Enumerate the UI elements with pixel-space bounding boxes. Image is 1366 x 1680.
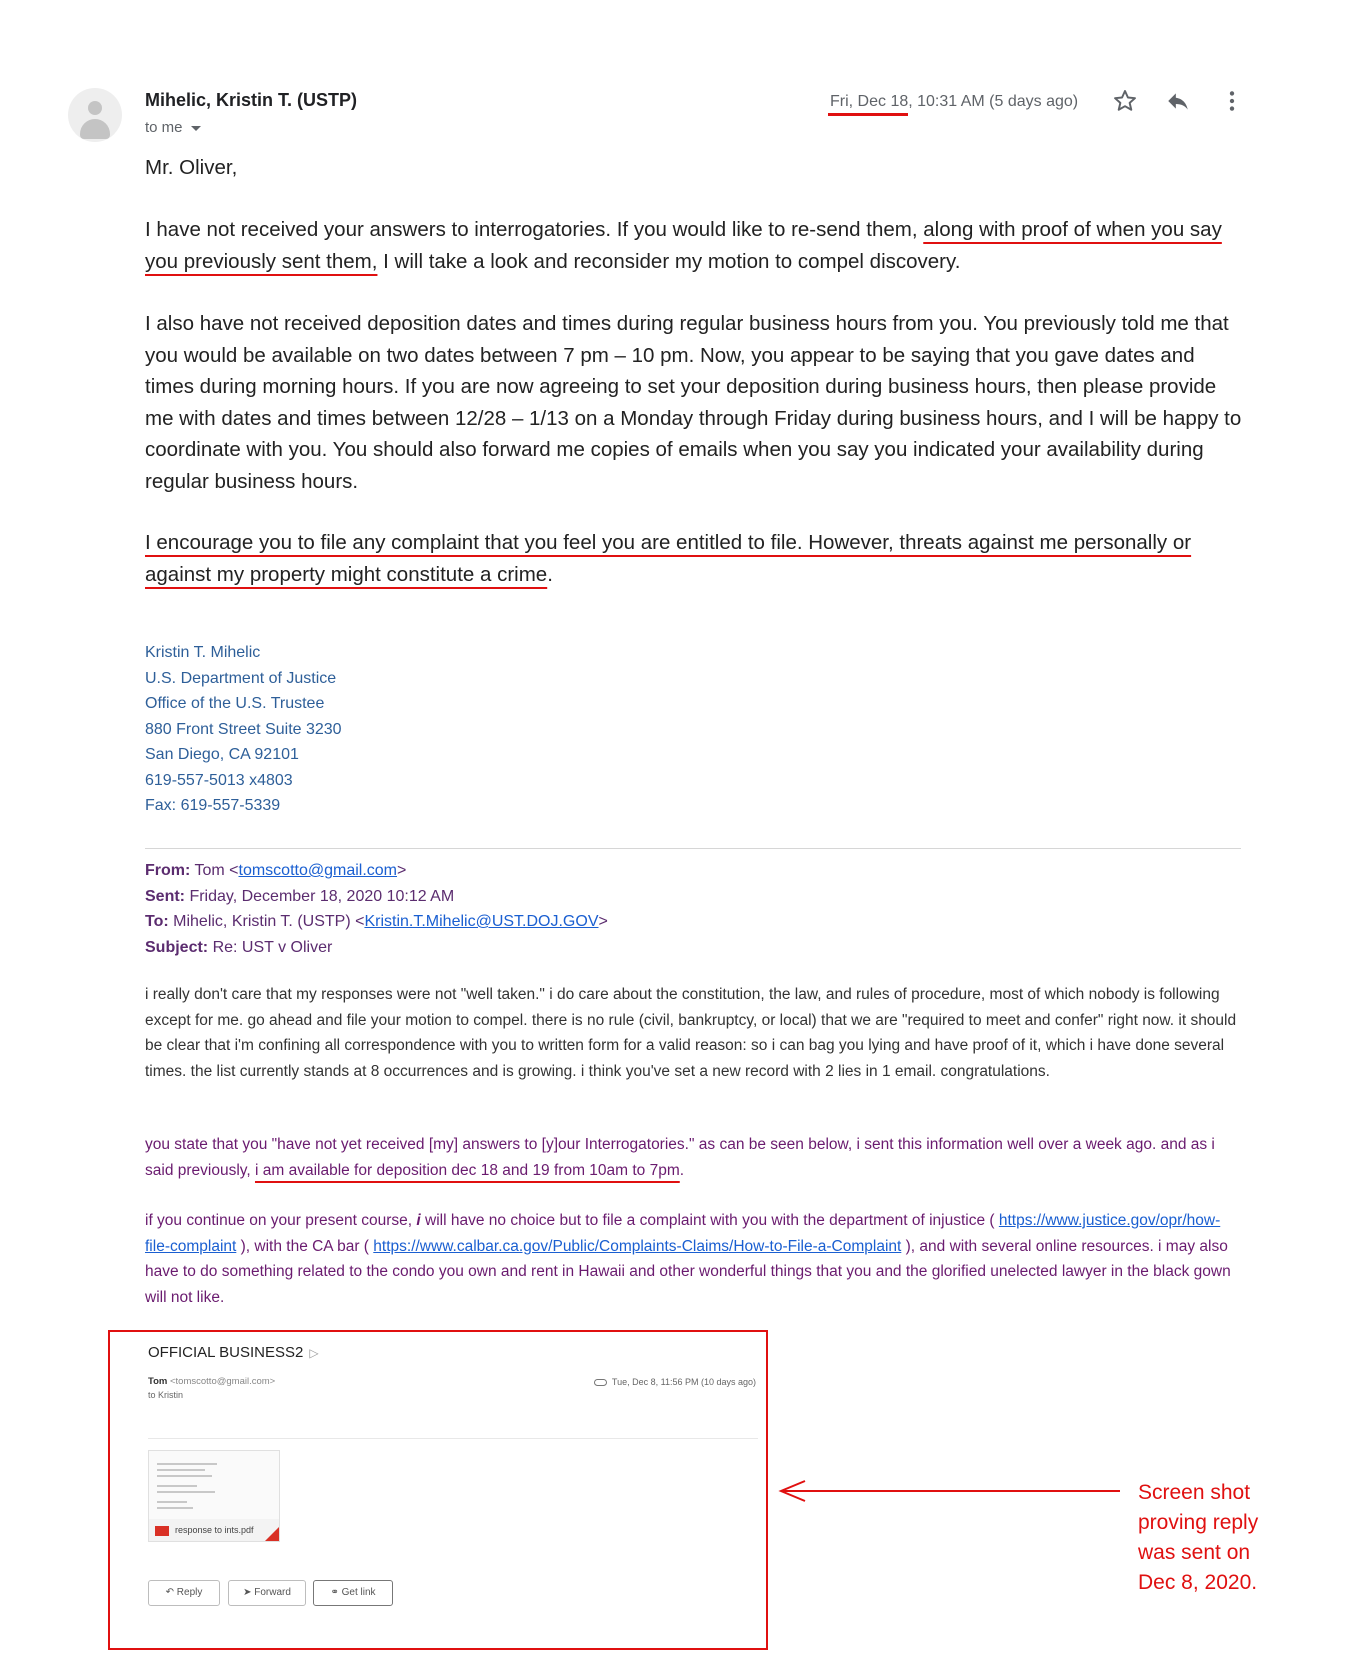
sent-label: Sent: — [145, 887, 185, 905]
subject-value: Re: UST v Oliver — [208, 938, 333, 956]
thumb-line — [157, 1507, 193, 1509]
q2-underlined: i am available for deposition dec 18 and 19 from 10am to 7pm — [254, 1161, 680, 1179]
sig-city: San Diego, CA 92101 — [145, 746, 299, 763]
ss-from — [148, 1376, 275, 1387]
sent-value: Friday, December 18, 2020 10:12 AM — [185, 887, 455, 905]
email-date — [830, 93, 1078, 111]
q2-text: you state that you "have not yet received [my] answers to [y]our Interrogatories." as can be seen below, i sent this information well over a week ago. and as i said previously, — [145, 1136, 1215, 1179]
ss-subject — [148, 1344, 319, 1361]
more-vert-icon[interactable] — [1219, 88, 1245, 114]
to-close: > — [598, 913, 608, 930]
ss-reply-button: ↶ Reply — [148, 1580, 220, 1606]
p1-text-b: I will take a look and reconsider my motion to compel discovery. — [377, 249, 961, 273]
from-email-link[interactable]: tomscotto@gmail.com — [238, 862, 398, 879]
email-paragraph-3 — [145, 527, 1245, 590]
quoted-from-line — [145, 858, 608, 884]
ss-getlink-label: Get link — [341, 1587, 376, 1598]
email-date-time: 10:31 AM (5 days ago) — [912, 93, 1079, 110]
thumb-line — [157, 1475, 212, 1477]
subject-label: Subject: — [145, 938, 209, 956]
quoted-header — [145, 858, 608, 960]
signature-block — [145, 640, 342, 819]
annotation-line-2: proving reply — [1138, 1511, 1259, 1534]
thumb-line — [157, 1463, 217, 1465]
thumb-line — [157, 1469, 205, 1471]
sig-name: Kristin T. Mihelic — [145, 644, 261, 661]
email-date-day: Fri, Dec 18, — [830, 93, 913, 110]
embedded-screenshot — [108, 1330, 768, 1650]
quoted-to-line — [145, 909, 608, 935]
recipient-toggle[interactable] — [145, 119, 201, 136]
annotation-line-1: Screen shot — [1138, 1481, 1251, 1504]
annotation-line-3: was sent on — [1138, 1541, 1251, 1564]
sig-fax: Fax: 619-557-5339 — [145, 797, 281, 814]
q3-text-d: ), and with several online resources. i may also have to do something related to the condo you own and rent in Hawaii and other wonderful things that you and the glorified unelected lawyer in the black gown will not like. — [145, 1237, 1231, 1306]
quoted-paragraph-3 — [145, 1208, 1245, 1310]
ss-attachment-label — [149, 1519, 279, 1541]
doj-complaint-link[interactable]: https://www.justice.gov/opr/how-file-complaint — [145, 1212, 1221, 1255]
ss-label-tag-icon: ▷ — [309, 1346, 319, 1360]
sig-phone: 619-557-5013 x4803 — [145, 771, 293, 789]
calbar-complaint-link[interactable]: https://www.calbar.ca.gov/Public/Complaints-Claims/How-to-File-a-Complaint — [373, 1237, 902, 1255]
attachment-icon — [594, 1379, 607, 1386]
ss-divider — [148, 1438, 758, 1439]
sender-name: Mihelic, Kristin T. (USTP) — [145, 90, 358, 110]
ss-attachment-name: response to ints.pdf — [175, 1525, 254, 1535]
quoted-paragraph-2 — [145, 1132, 1245, 1183]
ss-getlink-button: ⚭ Get link — [313, 1580, 393, 1606]
email-paragraph-2: I also have not received deposition dates and times during regular business hours from you. You previously told me that you would be available on two dates between 7 pm – 10 pm. Now, you appear to be saying that you gave dates and times during morning hours. If you are now agreeing to set your deposition during business hours, then please provide me with dates and times between 12/28 – 1/13 on a Monday through Friday during business hours, and I will be happy to coordinate with you. You should also forward me copies of emails when you say you indicated your availability during regular business hours. — [145, 312, 1242, 493]
q3-italic-i: i — [416, 1212, 421, 1229]
star-icon[interactable] — [1112, 88, 1138, 114]
avatar-body — [80, 119, 110, 139]
ss-date: Tue, Dec 8, 11:56 PM (10 days ago) — [611, 1377, 756, 1387]
from-close: > — [397, 862, 407, 879]
from-label: From: — [145, 862, 191, 879]
arrow-left-icon — [775, 1479, 1120, 1503]
annotation-line-4: Dec 8, 2020. — [1138, 1571, 1258, 1594]
ss-attachment-thumbnail — [148, 1450, 280, 1542]
thumb-line — [157, 1491, 215, 1493]
email-greeting: Mr. Oliver, — [145, 156, 238, 179]
from-name: Tom < — [190, 862, 239, 879]
attachment-corner-icon — [265, 1527, 279, 1541]
ss-forward-label: Forward — [254, 1587, 291, 1598]
p3-end: . — [547, 562, 553, 586]
quoted-sent-line — [145, 884, 608, 910]
ss-date-row — [594, 1377, 756, 1387]
email-paragraph-1 — [145, 214, 1245, 277]
to-name: Mihelic, Kristin T. (USTP) < — [168, 913, 365, 930]
quoted-paragraph-1: i really don't care that my responses were not "well taken." i do care about the constitution, the law, and rules of procedure, most of which nobody is following except for me. go ahead and file your motion to compel. there is no rule (civil, bankruptcy, or local) that we are "required to meet and confer" right now. it should be clear that i'm confining all correspondence with you to written form for a valid reason: so i can bag you lying and have proof of it, which i have done several times. the list currently stands at 8 occurrences and is growing. i think you've set a new record with 2 lies in 1 email. congratulations. — [145, 986, 1237, 1080]
ss-from-addr: <tomscotto@gmail.com> — [167, 1376, 276, 1387]
caret-down-icon — [191, 126, 201, 131]
p1-underlined: along with proof of when you say you previously sent them, — [145, 218, 1222, 273]
q3-text-c: ), with the CA bar ( — [236, 1237, 374, 1255]
sig-org: U.S. Department of Justice — [145, 669, 337, 687]
to-email-link[interactable]: Kristin.T.Mihelic@UST.DOJ.GOV — [364, 913, 599, 930]
thumb-line — [157, 1501, 187, 1503]
date-red-underline — [828, 113, 908, 116]
thumb-line — [157, 1485, 197, 1487]
ss-reply-label: Reply — [176, 1587, 203, 1598]
q3-text-a: if you continue on your present course, — [145, 1212, 417, 1229]
q2-end: . — [679, 1161, 685, 1179]
annotation-note — [1138, 1478, 1328, 1598]
sig-office: Office of the U.S. Trustee — [145, 695, 325, 712]
quote-divider — [145, 848, 1241, 849]
q3-text-b: will have no choice but to file a complaint with you with the department of injustice ( — [420, 1212, 999, 1229]
p1-text-a: I have not received your answers to interrogatories. If you would like to re-send them, — [145, 218, 924, 241]
ss-from-name: Tom — [148, 1376, 168, 1387]
sig-street: 880 Front Street Suite 3230 — [145, 720, 342, 738]
to-label: To: — [145, 913, 169, 930]
p3-underlined: I encourage you to file any complaint that you feel you are entitled to file. However, threats against me personally or against my property might constitute a crime — [145, 531, 1192, 586]
sender-avatar — [68, 88, 122, 142]
quoted-subject-line — [145, 935, 608, 961]
pdf-icon — [155, 1526, 169, 1536]
reply-icon[interactable] — [1165, 88, 1191, 114]
recipient-label: to me — [145, 119, 183, 136]
ss-to: to Kristin — [148, 1390, 184, 1400]
ss-subject-text: OFFICIAL BUSINESS2 — [148, 1344, 304, 1361]
ss-forward-button: ➤ Forward — [228, 1580, 306, 1606]
avatar-head — [88, 101, 102, 115]
